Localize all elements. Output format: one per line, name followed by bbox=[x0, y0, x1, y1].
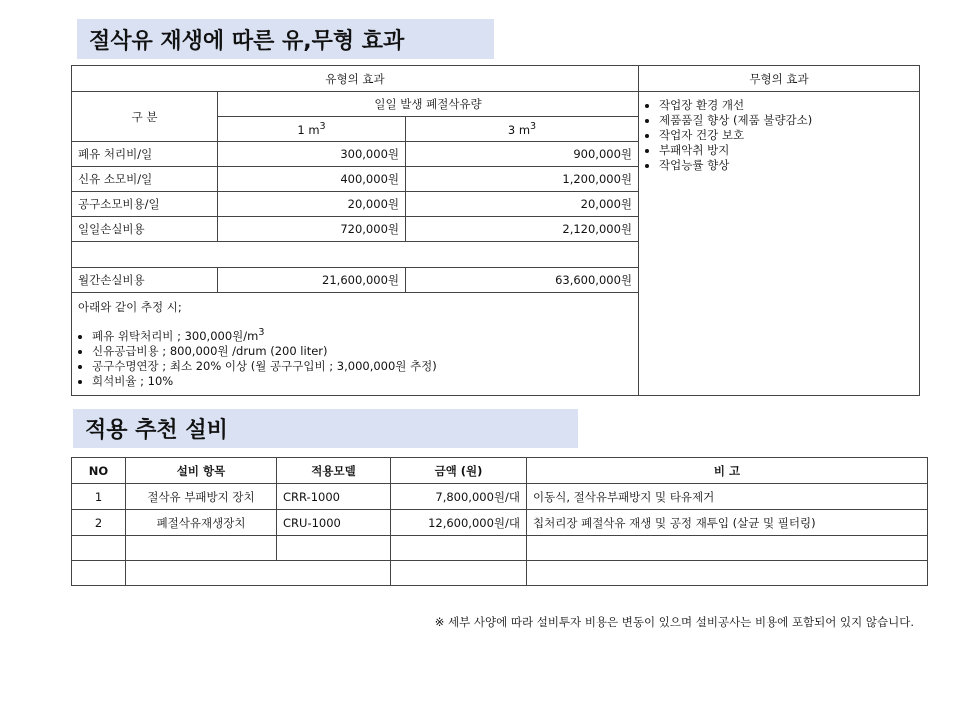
monthly-label: 월간손실비용 bbox=[72, 268, 218, 293]
row-note: 이동식, 절삭유부패방지 및 타유제거 bbox=[527, 484, 928, 510]
list-item: • 부패악취 방지 bbox=[659, 143, 913, 158]
empty-cell bbox=[72, 536, 126, 561]
list-item: • 작업능률 향상 bbox=[659, 158, 913, 173]
table-row bbox=[72, 561, 928, 586]
assumptions-intro: 아래와 같이 추정 시; bbox=[78, 300, 182, 314]
list-item: • 작업장 환경 개선 bbox=[659, 98, 913, 113]
row-no: 1 bbox=[72, 484, 126, 510]
row-label: 일일손실비용 bbox=[72, 217, 218, 242]
row-price: 7,800,000원/대 bbox=[391, 484, 527, 510]
list-item: • 공구수명연장 ; 최소 20% 이상 (월 공구구입비 ; 3,000,000원 추정) bbox=[92, 359, 632, 374]
category-label: 구 분 bbox=[72, 92, 218, 142]
row-value-1m3: 400,000원 bbox=[218, 167, 406, 192]
row-model: CRR-1000 bbox=[277, 484, 391, 510]
spacer-row bbox=[72, 242, 639, 268]
col-3m3: 3 $m^3$ bbox=[406, 117, 639, 142]
row-value-3m3: 900,000원 bbox=[406, 142, 639, 167]
equipment-title bbox=[73, 409, 578, 448]
monthly-value-3m3: 63,600,000원 bbox=[406, 268, 639, 293]
empty-cell bbox=[391, 561, 527, 586]
list-item: • 제품품질 향상 (제품 불량감소) bbox=[659, 113, 913, 128]
col-header: 비 고 bbox=[527, 458, 928, 484]
assumptions-list bbox=[78, 325, 632, 389]
row-value-3m3: 1,200,000원 bbox=[406, 167, 639, 192]
intangible-list bbox=[645, 98, 913, 173]
row-value-1m3: 720,000원 bbox=[218, 217, 406, 242]
col-1m3: 1 $m^3$ bbox=[218, 117, 406, 142]
list-item: • 신유공급비용 ; 800,000원 /drum (200 liter) bbox=[92, 344, 632, 359]
empty-cell bbox=[527, 561, 928, 586]
table-row bbox=[72, 510, 928, 536]
col-header: 금액 (원) bbox=[391, 458, 527, 484]
empty-cell bbox=[277, 536, 391, 561]
intangible-effects-cell bbox=[639, 92, 920, 396]
effects-title bbox=[77, 19, 494, 59]
row-no: 2 bbox=[72, 510, 126, 536]
col-header: 설비 항목 bbox=[126, 458, 277, 484]
row-item: 절삭유 부패방지 장치 bbox=[126, 484, 277, 510]
row-label: 폐유 처리비/일 bbox=[72, 142, 218, 167]
col-header: NO bbox=[72, 458, 126, 484]
assumptions-cell bbox=[72, 293, 639, 396]
empty-cell bbox=[126, 536, 277, 561]
row-note: 칩처리장 폐절삭유 재생 및 공정 재투입 (살균 및 필터링) bbox=[527, 510, 928, 536]
effects-table bbox=[71, 65, 920, 396]
daily-waste-label: 일일 발생 폐절삭유량 bbox=[218, 92, 639, 117]
equipment-title-text: 적용 추천 설비 bbox=[85, 418, 228, 443]
col-header: 적용모델 bbox=[277, 458, 391, 484]
row-value-1m3: 300,000원 bbox=[218, 142, 406, 167]
empty-cell bbox=[391, 536, 527, 561]
row-label: 공구소모비용/일 bbox=[72, 192, 218, 217]
table-row bbox=[72, 484, 928, 510]
footnote: ※ 세부 사양에 따라 설비투자 비용은 변동이 있으며 설비공사는 비용에 포함되어 있지 않습니다. bbox=[434, 615, 914, 629]
equipment-table bbox=[71, 457, 928, 586]
row-item: 폐절삭유재생장치 bbox=[126, 510, 277, 536]
intangible-header: 무형의 효과 bbox=[639, 66, 920, 92]
list-item: • 폐유 위탁처리비 ; 300,000원$/m^3$ bbox=[92, 325, 632, 344]
row-label: 신유 소모비/일 bbox=[72, 167, 218, 192]
effects-title-text: 절삭유 재생에 따른 유,무형 효과 bbox=[89, 28, 405, 54]
row-value-1m3: 20,000원 bbox=[218, 192, 406, 217]
empty-cell bbox=[72, 561, 126, 586]
monthly-value-1m3: 21,600,000원 bbox=[218, 268, 406, 293]
row-value-3m3: 2,120,000원 bbox=[406, 217, 639, 242]
row-price: 12,600,000원/대 bbox=[391, 510, 527, 536]
empty-cell bbox=[126, 561, 391, 586]
tangible-header: 유형의 효과 bbox=[72, 66, 639, 92]
list-item: • 작업자 건강 보호 bbox=[659, 128, 913, 143]
empty-cell bbox=[527, 536, 928, 561]
row-value-3m3: 20,000원 bbox=[406, 192, 639, 217]
list-item: • 희석비율 ; 10% bbox=[92, 374, 632, 389]
row-model: CRU-1000 bbox=[277, 510, 391, 536]
table-row bbox=[72, 536, 928, 561]
